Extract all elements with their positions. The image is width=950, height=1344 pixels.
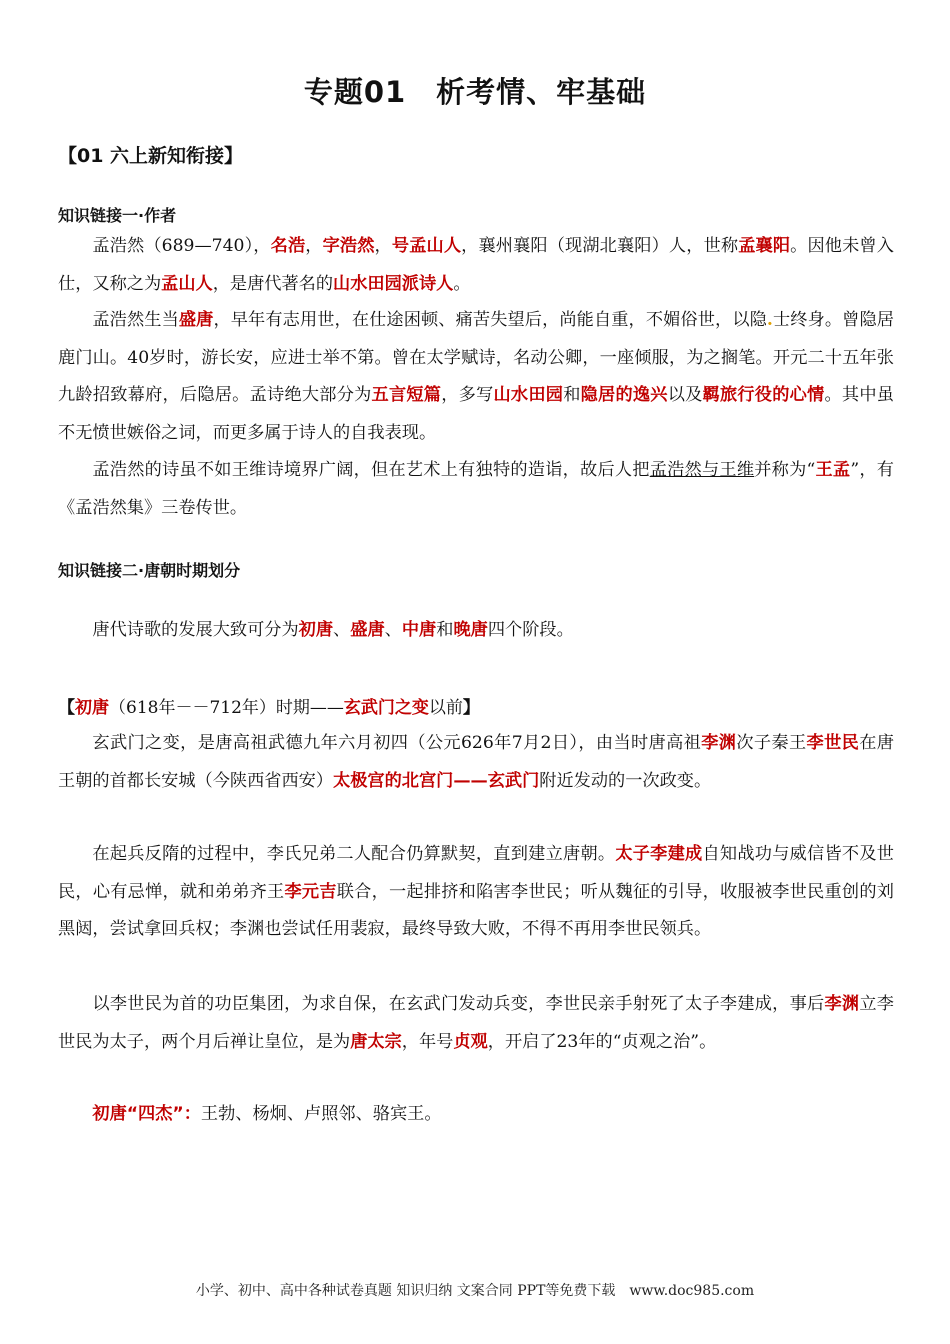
link1-heading: 知识链接一·作者 bbox=[58, 206, 177, 225]
link2-paragraph-1: 唐代诗歌的发展大致可分为初唐、盛唐、中唐和晚唐四个阶段。 bbox=[92, 620, 574, 640]
early-paragraph-3: 以李世民为首的功臣集团，为求自保，在玄武门发动兵变，李世民亲手射死了太子李建成，事后李渊立李世民为太子，两个月后禅让皇位，是为唐太宗，年号贞观，开启了23年的“贞观之治”。 bbox=[58, 994, 894, 1052]
link1-paragraph-1: 孟浩然（689—740），名浩，字浩然，号孟山人，襄州襄阳（现湖北襄阳）人，世称孟襄阳。因他未曾入仕，又称之为孟山人，是唐代著名的山水田园派诗人。 bbox=[58, 236, 894, 294]
early-four-outstanding: 初唐“四杰”：王勃、杨炯、卢照邻、骆宾王。 bbox=[92, 1104, 442, 1124]
link2-heading: 知识链接二·唐朝时期划分 bbox=[58, 561, 241, 580]
link1-paragraph-2: 孟浩然生当盛唐，早年有志用世，在仕途困顿、痛苦失望后，尚能自重，不媚俗世，以隐.士终身。曾隐居鹿门山。40岁时，游长安，应进士举不第。曾在太学赋诗，名动公卿，一座倾服，为之搁笔。开元二十五年张九龄招致幕府，后隐居。孟诗绝大部分为五言短篇，多写山水田园和隐居的逸兴以及羁旅行役的心情。其中虽不无愤世嫉俗之词，而更多属于诗人的自我表现。 bbox=[58, 310, 894, 443]
page-footer: 小学、初中、高中各种试卷真题 知识归纳 文案合同 PPT等免费下载 www.doc985.com bbox=[195, 1283, 755, 1299]
early-paragraph-2: 在起兵反隋的过程中，李氏兄弟二人配合仍算默契，直到建立唐朝。太子李建成自知战功与威信皆不及世民，心有忌惮，就和弟弟齐王李元吉联合，一起排挤和陷害李世民；听从魏征的引导，收服被李世民重创的刘黑闼，尝试拿回兵权；李渊也尝试任用裴寂，最终导致大败，不得不再用李世民领兵。 bbox=[58, 844, 894, 939]
marker-dot: . bbox=[766, 310, 773, 330]
page-title: 专题01 析考情、牢基础 bbox=[303, 75, 647, 109]
section-heading: 【01 六上新知衔接】 bbox=[58, 145, 244, 167]
early-paragraph-1: 玄武门之变，是唐高祖武德九年六月初四（公元626年7月2日），由当时唐高祖李渊次子秦王李世民在唐王朝的首都长安城（今陕西省西安）太极宫的北宫门——玄武门附近发动的一次政变。 bbox=[58, 733, 894, 791]
early-tang-heading: 【初唐（618年－－712年）时期——玄武门之变以前】 bbox=[58, 698, 480, 718]
link1-paragraph-3: 孟浩然的诗虽不如王维诗境界广阔，但在艺术上有独特的造诣，故后人把孟浩然与王维并称为“王孟”，有《孟浩然集》三卷传世。 bbox=[58, 460, 894, 518]
